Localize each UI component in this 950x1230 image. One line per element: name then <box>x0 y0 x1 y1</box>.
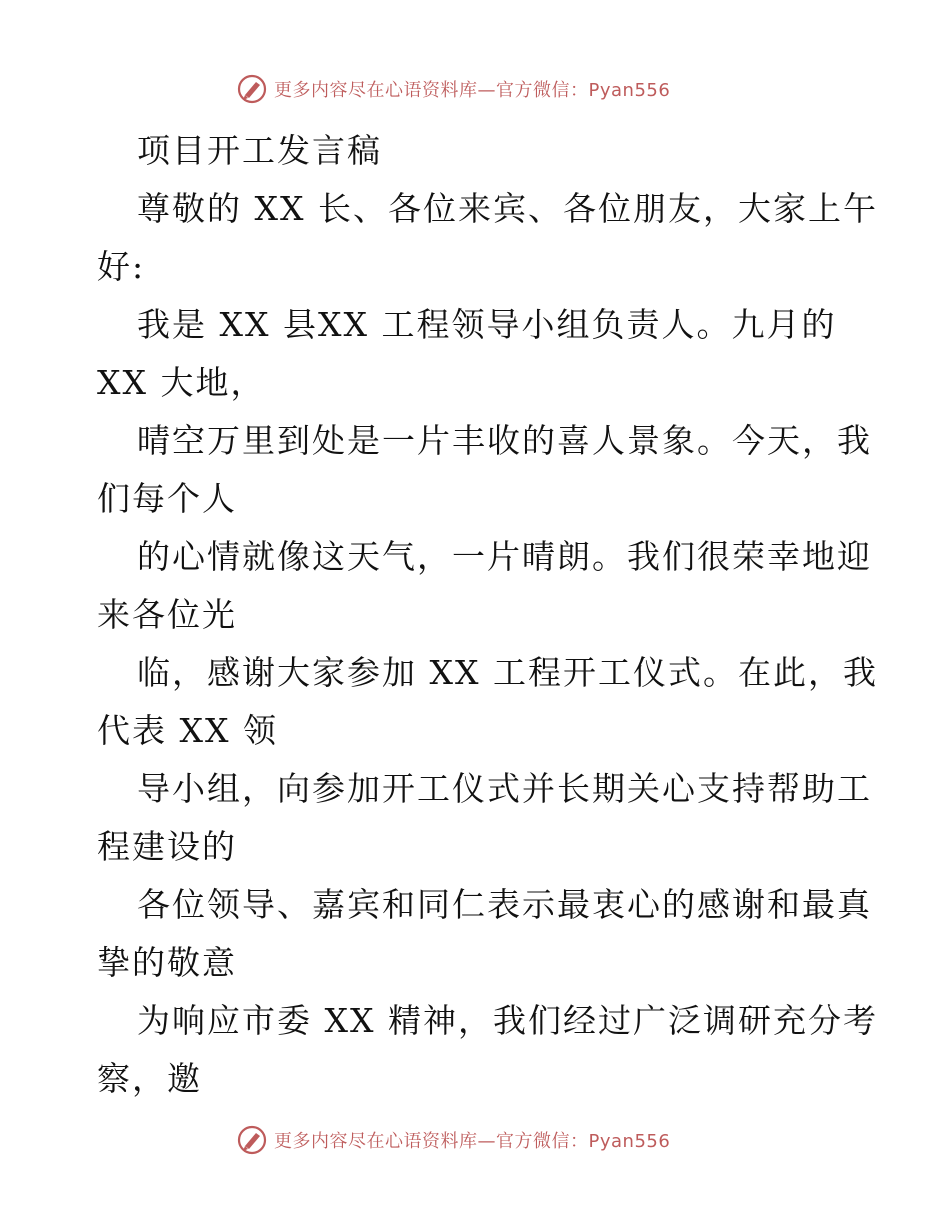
text-line: 来各位光 <box>97 595 237 634</box>
pen-logo-icon <box>236 73 268 105</box>
text-line: 尊敬的 XX 长、各位来宾、各位朋友，大家上午 <box>137 189 878 228</box>
text-line: 为响应市委 XX 精神，我们经过广泛调研充分考 <box>137 1001 878 1040</box>
text-line: 晴空万里到处是一片丰收的喜人景象。今天，我 <box>137 421 872 460</box>
text-line: 临，感谢大家参加 XX 工程开工仪式。在此，我 <box>137 653 878 692</box>
text-line: 我是 XX 县XX 工程领导小组负责人。九月的 <box>137 305 837 344</box>
text-line: 挚的敬意 <box>97 943 237 982</box>
text-line: 们每个人 <box>97 479 237 518</box>
watermark-footer <box>236 1122 670 1158</box>
watermark-text: 更多内容尽在心语资料库—官方微信：Pyan556 <box>274 80 671 101</box>
pen-logo-icon <box>236 1124 268 1156</box>
watermark-header <box>236 71 670 107</box>
text-line: 程建设的 <box>97 827 237 866</box>
text-line: 好: <box>97 247 146 286</box>
document-title: 项目开工发言稿 <box>137 131 382 170</box>
watermark-text: 更多内容尽在心语资料库—官方微信：Pyan556 <box>274 1131 671 1152</box>
text-line: XX 大地， <box>97 363 266 402</box>
text-line: 代表 XX 领 <box>97 711 278 750</box>
document-body <box>97 122 878 1108</box>
text-line: 察，邀 <box>97 1059 202 1098</box>
text-line: 各位领导、嘉宾和同仁表示最衷心的感谢和最真 <box>137 885 872 924</box>
text-line: 的心情就像这天气，一片晴朗。我们很荣幸地迎 <box>137 537 872 576</box>
text-line: 导小组，向参加开工仪式并长期关心支持帮助工 <box>137 769 872 808</box>
